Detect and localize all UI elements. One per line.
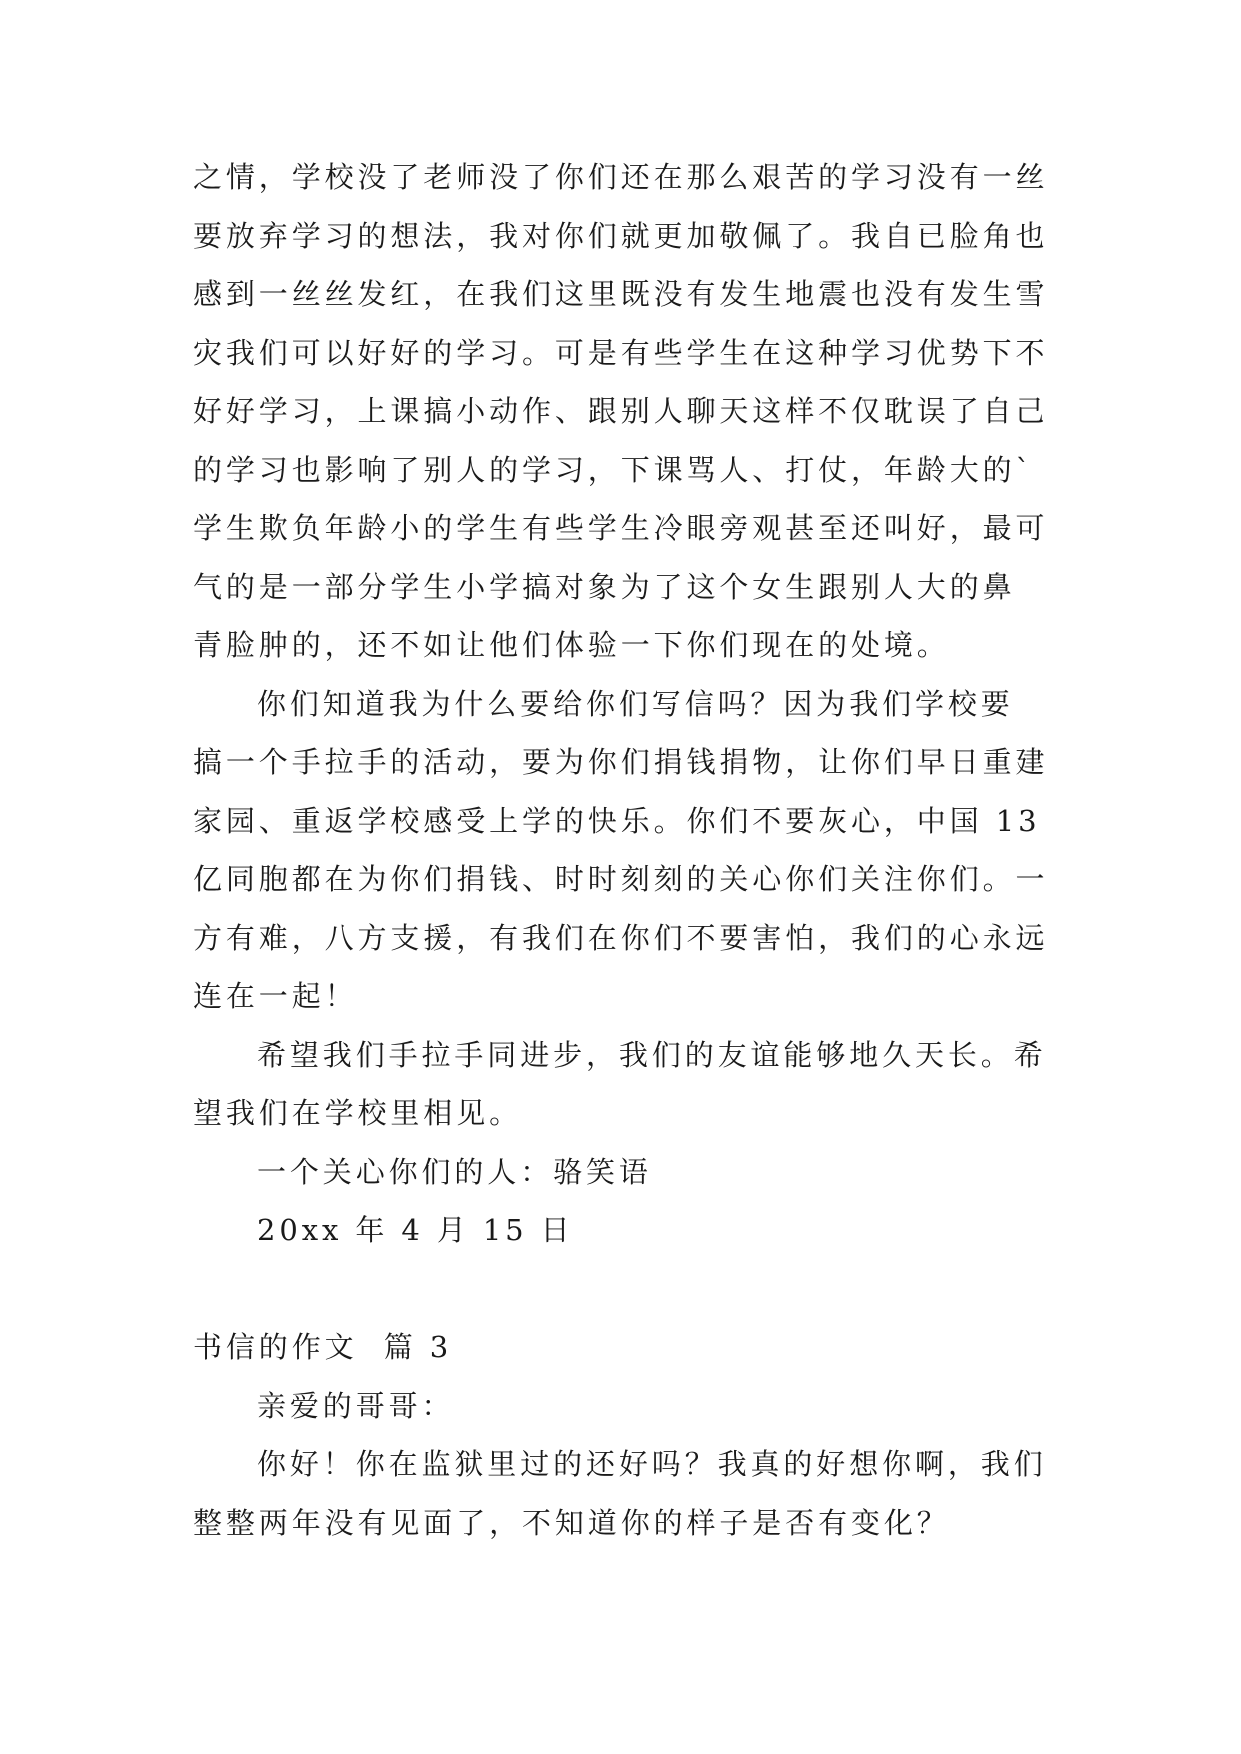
letter-date: 20xx 年 4 月 15 日 xyxy=(257,1213,574,1247)
text-line: 你好！你在监狱里过的还好吗？我真的好想你啊，我们 xyxy=(257,1447,1047,1481)
paragraph-4 xyxy=(193,1435,1053,1552)
text-line: 望我们在学校里相见。 xyxy=(193,1096,523,1130)
paragraph-1 xyxy=(193,148,1053,675)
text-line: 的学习也影响了别人的学习，下课骂人、打仗，年龄大的` xyxy=(193,452,1034,487)
paragraph-3 xyxy=(193,1026,1053,1143)
text-line: 搞一个手拉手的活动，要为你们捐钱捐物，让你们早日重建 xyxy=(193,745,1049,779)
text-line: 气的是一部分学生小学搞对象为了这个女生跟别人大的鼻 xyxy=(193,569,1016,604)
text-line: 连在一起！ xyxy=(193,979,358,1013)
text-line: 你们知道我为什么要给你们写信吗？因为我们学校要 xyxy=(257,686,1014,721)
text-line: 灾我们可以好好的学习。可是有些学生在这种学习优势下不 xyxy=(193,335,1049,370)
paragraph-2 xyxy=(193,675,1053,1026)
text-line: 之情，学校没了老师没了你们还在那么艰苦的学习没有一丝 xyxy=(193,160,1049,194)
text-line: 整整两年没有见面了，不知道你的样子是否有变化？ xyxy=(193,1505,950,1540)
text-line: 青脸肿的，还不如让他们体验一下你们现在的处境。 xyxy=(193,628,950,662)
text-line: 学生欺负年龄小的学生有些学生冷眼旁观甚至还叫好，最可 xyxy=(193,511,1049,545)
text-line: 感到一丝丝发红，在我们这里既没有发生地震也没有发生雪 xyxy=(193,277,1049,311)
text-line: 亿同胞都在为你们捐钱、时时刻刻的关心你们关注你们。一 xyxy=(193,862,1049,896)
salutation: 亲爱的哥哥： xyxy=(257,1388,455,1423)
text-line: 希望我们手拉手同进步，我们的友谊能够地久天长。希 xyxy=(257,1037,1047,1072)
section-title: 书信的作文 篇 3 xyxy=(193,1330,453,1364)
text-line: 家园、重返学校感受上学的快乐。你们不要灰心，中国 13 xyxy=(193,803,1041,838)
text-line: 好好学习，上课搞小动作、跟别人聊天这样不仅耽误了自己 xyxy=(193,394,1049,428)
blank-line xyxy=(193,1260,1053,1319)
document-page xyxy=(193,148,1053,1552)
signature: 一个关心你们的人：骆笑语 xyxy=(257,1154,652,1189)
text-line: 要放弃学习的想法，我对你们就更加敬佩了。我自已脸角也 xyxy=(193,218,1049,253)
text-line: 方有难，八方支援，有我们在你们不要害怕，我们的心永远 xyxy=(193,920,1049,955)
